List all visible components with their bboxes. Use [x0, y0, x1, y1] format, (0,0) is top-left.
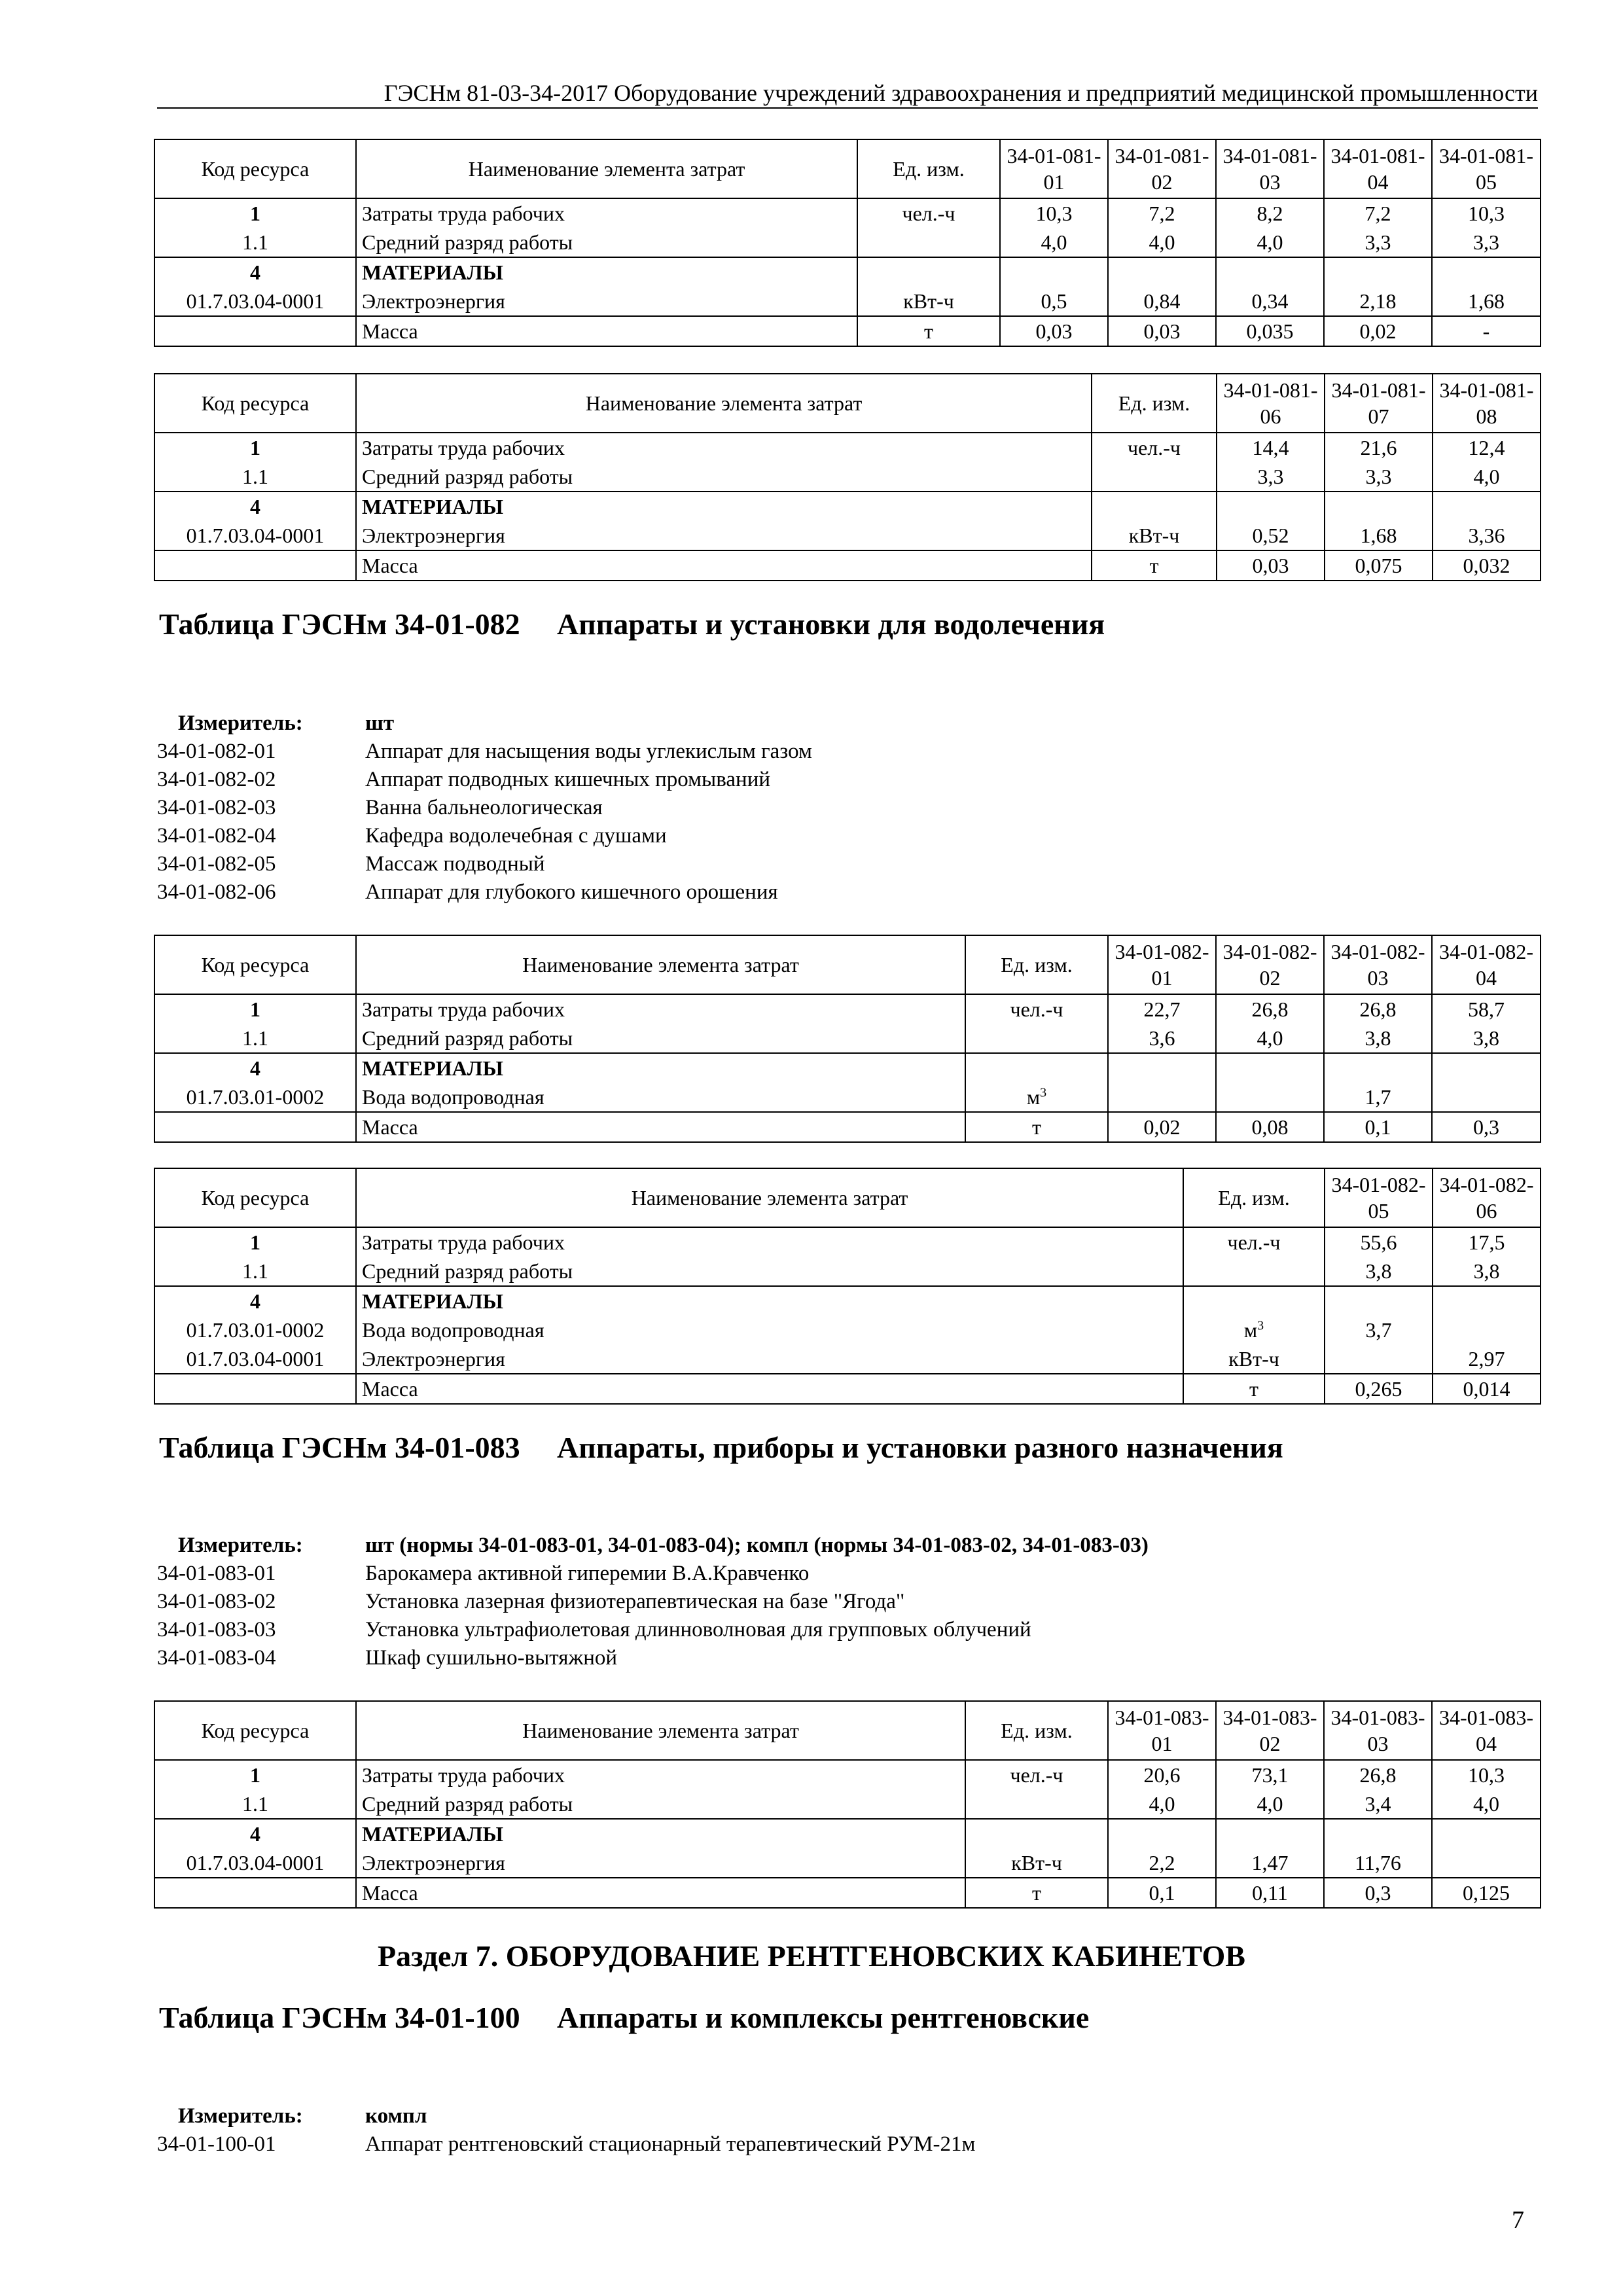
value: 73,1	[1216, 1760, 1324, 1789]
col-header-name: Наименование элемента затрат	[356, 1168, 1183, 1227]
value: 0,5	[1000, 287, 1108, 316]
col-header-norm: 34-01-083-02	[1216, 1701, 1324, 1760]
col-header-norm: 34-01-081-07	[1325, 374, 1433, 433]
value: 3,3	[1432, 228, 1541, 257]
value: 0,02	[1108, 1112, 1216, 1142]
table-title-083	[159, 1429, 1468, 1505]
resource-code: 01.7.03.04-0001	[154, 521, 356, 550]
col-header-unit: Ед. изм.	[965, 1701, 1108, 1760]
value: 10,3	[1000, 198, 1108, 228]
value: 0,02	[1324, 316, 1432, 346]
unit: т	[965, 1878, 1108, 1908]
value: 1,7	[1324, 1083, 1432, 1112]
value	[1432, 1053, 1541, 1083]
table-row	[154, 1316, 1541, 1344]
norm-code: 34-01-083-02	[157, 1590, 276, 1613]
value: 12,4	[1433, 433, 1541, 462]
cost-element: Электроэнергия	[356, 287, 857, 316]
col-header-code: Код ресурса	[154, 139, 356, 198]
unit: чел.-ч	[857, 198, 1000, 228]
norm-table-082-a	[154, 935, 1541, 1143]
norm-code: 34-01-082-06	[157, 880, 276, 904]
col-header-unit: Ед. изм.	[1092, 374, 1217, 433]
col-header-norm: 34-01-081-01	[1000, 139, 1108, 198]
unit: т	[1183, 1374, 1325, 1404]
cost-element: Электроэнергия	[356, 1848, 965, 1878]
value: 0,34	[1216, 287, 1324, 316]
col-header-norm: 34-01-081-06	[1217, 374, 1325, 433]
col-header-norm: 34-01-082-06	[1433, 1168, 1541, 1227]
unit	[1092, 462, 1217, 492]
cost-element: Средний разряд работы	[356, 462, 1092, 492]
value: 0,03	[1000, 316, 1108, 346]
cost-element: Затраты труда рабочих	[356, 994, 965, 1024]
table-row	[154, 1257, 1541, 1286]
value: 3,3	[1217, 462, 1325, 492]
cost-element: Вода водопроводная	[356, 1083, 965, 1112]
value: 3,4	[1324, 1789, 1432, 1819]
col-header-norm: 34-01-081-02	[1108, 139, 1216, 198]
cost-element: Средний разряд работы	[356, 1789, 965, 1819]
value: 8,2	[1216, 198, 1324, 228]
value: 0,032	[1433, 550, 1541, 581]
norm-code: 34-01-083-04	[157, 1646, 276, 1670]
value	[1433, 1316, 1541, 1344]
unit	[965, 1053, 1108, 1083]
page-number: 7	[1512, 2206, 1524, 2234]
col-header-norm: 34-01-081-05	[1432, 139, 1541, 198]
unit: чел.-ч	[965, 994, 1108, 1024]
norm-name: Аппарат для насыщения воды углекислым газом	[365, 740, 812, 763]
value	[1216, 1819, 1324, 1848]
resource-code: 01.7.03.01-0002	[154, 1316, 356, 1344]
resource-code: 1	[154, 198, 356, 228]
norm-name: Кафедра водолечебная с душами	[365, 824, 667, 848]
table-row	[154, 1227, 1541, 1257]
resource-code	[154, 550, 356, 581]
resource-code: 4	[154, 1286, 356, 1316]
unit: кВт-ч	[1183, 1344, 1325, 1374]
value	[1433, 1286, 1541, 1316]
value: 2,2	[1108, 1848, 1216, 1878]
value: 3,36	[1433, 521, 1541, 550]
value: 11,76	[1324, 1848, 1432, 1878]
resource-code: 4	[154, 492, 356, 521]
cost-element: Средний разряд работы	[356, 1257, 1183, 1286]
table-row	[154, 1789, 1541, 1819]
running-header: ГЭСНм 81-03-34-2017 Оборудование учреждений здравоохранения и предприятий медицинской промышленности	[383, 80, 1538, 106]
value: 10,3	[1432, 198, 1541, 228]
norm-code: 34-01-083-03	[157, 1618, 276, 1641]
table-title-code: Таблица ГЭСНм 34-01-083	[159, 1431, 520, 1464]
cost-element: Затраты труда рабочих	[356, 1227, 1183, 1257]
value: 3,8	[1432, 1024, 1541, 1053]
table-row	[154, 1760, 1541, 1789]
cost-element: Средний разряд работы	[356, 228, 857, 257]
norm-code: 34-01-082-03	[157, 796, 276, 819]
cost-element: Электроэнергия	[356, 521, 1092, 550]
value: 1,68	[1432, 287, 1541, 316]
norm-name: Аппарат подводных кишечных промываний	[365, 768, 771, 791]
table-row	[154, 433, 1541, 462]
value	[1432, 257, 1541, 287]
resource-code	[154, 1878, 356, 1908]
table-row	[154, 1819, 1541, 1848]
value	[1000, 257, 1108, 287]
col-header-unit: Ед. изм.	[1183, 1168, 1325, 1227]
resource-code: 1	[154, 433, 356, 462]
unit-text: м	[1026, 1085, 1041, 1109]
unit-superscript: 3	[1040, 1085, 1047, 1100]
unit: кВт-ч	[965, 1848, 1108, 1878]
norm-name: Ванна бальнеологическая	[365, 796, 603, 819]
table-row	[154, 257, 1541, 287]
value: 3,3	[1324, 228, 1432, 257]
norm-name: Аппарат для глубокого кишечного орошения	[365, 880, 778, 904]
value: 10,3	[1432, 1760, 1541, 1789]
norm-name: Установка лазерная физиотерапевтическая на базе "Ягода"	[365, 1590, 905, 1613]
value: 17,5	[1433, 1227, 1541, 1257]
value: 4,0	[1108, 1789, 1216, 1819]
col-header-norm: 34-01-082-02	[1216, 935, 1324, 994]
resource-code: 1.1	[154, 1024, 356, 1053]
table-row	[154, 1083, 1541, 1112]
col-header-norm: 34-01-083-01	[1108, 1701, 1216, 1760]
value: 7,2	[1108, 198, 1216, 228]
norm-code: 34-01-083-01	[157, 1562, 276, 1585]
value: 0,08	[1216, 1112, 1324, 1142]
norm-code: 34-01-082-02	[157, 768, 276, 791]
value: 3,3	[1325, 462, 1433, 492]
unit	[965, 1024, 1108, 1053]
value: 26,8	[1324, 994, 1432, 1024]
value	[1324, 1053, 1432, 1083]
cost-element: Масса	[356, 550, 1092, 581]
cost-element: Электроэнергия	[356, 1344, 1183, 1374]
unit	[1183, 1257, 1325, 1286]
unit-superscript: 3	[1257, 1318, 1264, 1333]
cost-element: Вода водопроводная	[356, 1316, 1183, 1344]
value	[1216, 1083, 1324, 1112]
value: 4,0	[1108, 228, 1216, 257]
table-title-name: Аппараты и комплексы рентгеновские	[557, 2001, 1090, 2034]
unit: т	[1092, 550, 1217, 581]
col-header-unit: Ед. изм.	[857, 139, 1000, 198]
table-row	[154, 287, 1541, 316]
value	[1108, 1083, 1216, 1112]
table-row	[154, 550, 1541, 581]
table-title-name: Аппараты и установки для водолечения	[557, 607, 1105, 641]
norm-name: Аппарат рентгеновский стационарный терапевтический РУМ-21м	[365, 2132, 976, 2156]
col-header-code: Код ресурса	[154, 374, 356, 433]
value: 2,18	[1324, 287, 1432, 316]
table-row	[154, 1344, 1541, 1374]
norm-code: 34-01-082-01	[157, 740, 276, 763]
resource-code: 1	[154, 1227, 356, 1257]
unit	[1183, 1286, 1325, 1316]
cost-element: МАТЕРИАЛЫ	[356, 1286, 1183, 1316]
measure-label: Измеритель:	[178, 711, 303, 735]
norm-table-081-b	[154, 373, 1541, 581]
value: 22,7	[1108, 994, 1216, 1024]
unit-text: м	[1243, 1318, 1258, 1342]
col-header-name: Наименование элемента затрат	[356, 374, 1092, 433]
table-row	[154, 1848, 1541, 1878]
col-header-norm: 34-01-081-04	[1324, 139, 1432, 198]
cost-element: МАТЕРИАЛЫ	[356, 257, 857, 287]
value: 1,47	[1216, 1848, 1324, 1878]
table-row	[154, 228, 1541, 257]
value: 20,6	[1108, 1760, 1216, 1789]
unit: т	[965, 1112, 1108, 1142]
measure-value: шт	[365, 711, 395, 735]
col-header-name: Наименование элемента затрат	[356, 935, 965, 994]
value: 4,0	[1216, 1024, 1324, 1053]
value	[1216, 257, 1324, 287]
resource-code: 1	[154, 994, 356, 1024]
value: 0,3	[1324, 1878, 1432, 1908]
value: 26,8	[1324, 1760, 1432, 1789]
cost-element: Средний разряд работы	[356, 1024, 965, 1053]
table-row	[154, 521, 1541, 550]
value: 4,0	[1000, 228, 1108, 257]
value	[1325, 1344, 1433, 1374]
norm-table-082-b	[154, 1168, 1541, 1405]
col-header-name: Наименование элемента затрат	[356, 139, 857, 198]
col-header-norm: 34-01-083-04	[1432, 1701, 1541, 1760]
value: -	[1432, 316, 1541, 346]
resource-code: 1	[154, 1760, 356, 1789]
table-row	[154, 316, 1541, 346]
norm-table-083	[154, 1700, 1541, 1909]
table-row	[154, 1024, 1541, 1053]
value	[1324, 1819, 1432, 1848]
value: 1,68	[1325, 521, 1433, 550]
unit: кВт-ч	[1092, 521, 1217, 550]
value: 0,1	[1108, 1878, 1216, 1908]
table-row	[154, 1374, 1541, 1404]
col-header-norm: 34-01-082-01	[1108, 935, 1216, 994]
table-row	[154, 1286, 1541, 1316]
section-heading: Раздел 7. ОБОРУДОВАНИЕ РЕНТГЕНОВСКИХ КАБИНЕТОВ	[378, 1939, 1245, 1973]
cost-element: МАТЕРИАЛЫ	[356, 1053, 965, 1083]
value	[1325, 492, 1433, 521]
table-row	[154, 994, 1541, 1024]
value	[1324, 257, 1432, 287]
unit: кВт-ч	[857, 287, 1000, 316]
value: 0,52	[1217, 521, 1325, 550]
col-header-norm: 34-01-081-08	[1433, 374, 1541, 433]
unit: чел.-ч	[1092, 433, 1217, 462]
unit: чел.-ч	[965, 1760, 1108, 1789]
table-row	[154, 1878, 1541, 1908]
resource-code: 1.1	[154, 462, 356, 492]
cost-element: МАТЕРИАЛЫ	[356, 492, 1092, 521]
value	[1432, 1083, 1541, 1112]
norm-name: Барокамера активной гиперемии В.А.Кравченко	[365, 1562, 810, 1585]
value: 0,3	[1432, 1112, 1541, 1142]
col-header-code: Код ресурса	[154, 1168, 356, 1227]
value: 0,125	[1432, 1878, 1541, 1908]
value: 7,2	[1324, 198, 1432, 228]
value: 58,7	[1432, 994, 1541, 1024]
table-row	[154, 198, 1541, 228]
value	[1325, 1286, 1433, 1316]
value: 3,8	[1433, 1257, 1541, 1286]
value: 0,84	[1108, 287, 1216, 316]
table-title-name: Аппараты, приборы и установки разного назначения	[557, 1431, 1283, 1464]
resource-code: 01.7.03.01-0002	[154, 1083, 356, 1112]
value	[1108, 1819, 1216, 1848]
measure-label: Измеритель:	[178, 2104, 303, 2128]
table-title-code: Таблица ГЭСНм 34-01-082	[159, 607, 520, 641]
unit	[965, 1789, 1108, 1819]
norm-code: 34-01-100-01	[157, 2132, 276, 2156]
resource-code: 1.1	[154, 1789, 356, 1819]
value	[1216, 1053, 1324, 1083]
col-header-code: Код ресурса	[154, 935, 356, 994]
cost-element: МАТЕРИАЛЫ	[356, 1819, 965, 1848]
col-header-norm: 34-01-082-05	[1325, 1168, 1433, 1227]
resource-code: 01.7.03.04-0001	[154, 1848, 356, 1878]
norm-name: Массаж подводный	[365, 852, 545, 876]
value	[1108, 257, 1216, 287]
unit	[965, 1819, 1108, 1848]
value	[1432, 1819, 1541, 1848]
value: 0,035	[1216, 316, 1324, 346]
table-title-100	[159, 1999, 1468, 2075]
measure-value: компл	[365, 2104, 427, 2128]
col-header-norm: 34-01-082-03	[1324, 935, 1432, 994]
value: 55,6	[1325, 1227, 1433, 1257]
unit: чел.-ч	[1183, 1227, 1325, 1257]
resource-code	[154, 316, 356, 346]
resource-code: 01.7.03.04-0001	[154, 1344, 356, 1374]
table-row	[154, 492, 1541, 521]
col-header-name: Наименование элемента затрат	[356, 1701, 965, 1760]
value: 0,03	[1217, 550, 1325, 581]
table-title-082	[159, 605, 1468, 681]
col-header-norm: 34-01-081-03	[1216, 139, 1324, 198]
table-row	[154, 1112, 1541, 1142]
unit	[857, 228, 1000, 257]
resource-code: 4	[154, 257, 356, 287]
unit	[1183, 1316, 1325, 1344]
resource-code: 1.1	[154, 228, 356, 257]
value: 4,0	[1432, 1789, 1541, 1819]
value: 0,03	[1108, 316, 1216, 346]
value: 14,4	[1217, 433, 1325, 462]
cost-element: Затраты труда рабочих	[356, 1760, 965, 1789]
resource-code	[154, 1112, 356, 1142]
measure-label: Измеритель:	[178, 1534, 303, 1557]
norm-code: 34-01-082-05	[157, 852, 276, 876]
cost-element: Масса	[356, 1374, 1183, 1404]
table-title-code: Таблица ГЭСНм 34-01-100	[159, 2001, 520, 2034]
value: 4,0	[1216, 1789, 1324, 1819]
header-rule	[157, 107, 1538, 109]
value	[1433, 492, 1541, 521]
value: 21,6	[1325, 433, 1433, 462]
value: 0,075	[1325, 550, 1433, 581]
value: 0,11	[1216, 1878, 1324, 1908]
value: 0,265	[1325, 1374, 1433, 1404]
resource-code: 4	[154, 1819, 356, 1848]
value: 4,0	[1216, 228, 1324, 257]
cost-element: Масса	[356, 316, 857, 346]
value: 26,8	[1216, 994, 1324, 1024]
value: 3,6	[1108, 1024, 1216, 1053]
norm-name: Установка ультрафиолетовая длинноволновая для групповых облучений	[365, 1618, 1031, 1641]
resource-code: 1.1	[154, 1257, 356, 1286]
norm-code: 34-01-082-04	[157, 824, 276, 848]
unit	[857, 257, 1000, 287]
resource-code: 4	[154, 1053, 356, 1083]
value	[1217, 492, 1325, 521]
unit	[1092, 492, 1217, 521]
value: 0,014	[1433, 1374, 1541, 1404]
cost-element: Масса	[356, 1112, 965, 1142]
value: 3,8	[1325, 1257, 1433, 1286]
measure-value: шт (нормы 34-01-083-01, 34-01-083-04); компл (нормы 34-01-083-02, 34-01-083-03)	[365, 1534, 1149, 1557]
unit	[965, 1083, 1108, 1112]
table-row	[154, 1053, 1541, 1083]
value: 2,97	[1433, 1344, 1541, 1374]
cost-element: Масса	[356, 1878, 965, 1908]
resource-code: 01.7.03.04-0001	[154, 287, 356, 316]
col-header-norm: 34-01-082-04	[1432, 935, 1541, 994]
unit: т	[857, 316, 1000, 346]
cost-element: Затраты труда рабочих	[356, 198, 857, 228]
cost-element: Затраты труда рабочих	[356, 433, 1092, 462]
resource-code	[154, 1374, 356, 1404]
table-row	[154, 462, 1541, 492]
col-header-unit: Ед. изм.	[965, 935, 1108, 994]
value: 4,0	[1433, 462, 1541, 492]
value: 3,8	[1324, 1024, 1432, 1053]
col-header-code: Код ресурса	[154, 1701, 356, 1760]
col-header-norm: 34-01-083-03	[1324, 1701, 1432, 1760]
norm-table-081-a	[154, 139, 1541, 347]
value: 0,1	[1324, 1112, 1432, 1142]
value: 3,7	[1325, 1316, 1433, 1344]
norm-name: Шкаф сушильно-вытяжной	[365, 1646, 618, 1670]
value	[1108, 1053, 1216, 1083]
value	[1432, 1848, 1541, 1878]
